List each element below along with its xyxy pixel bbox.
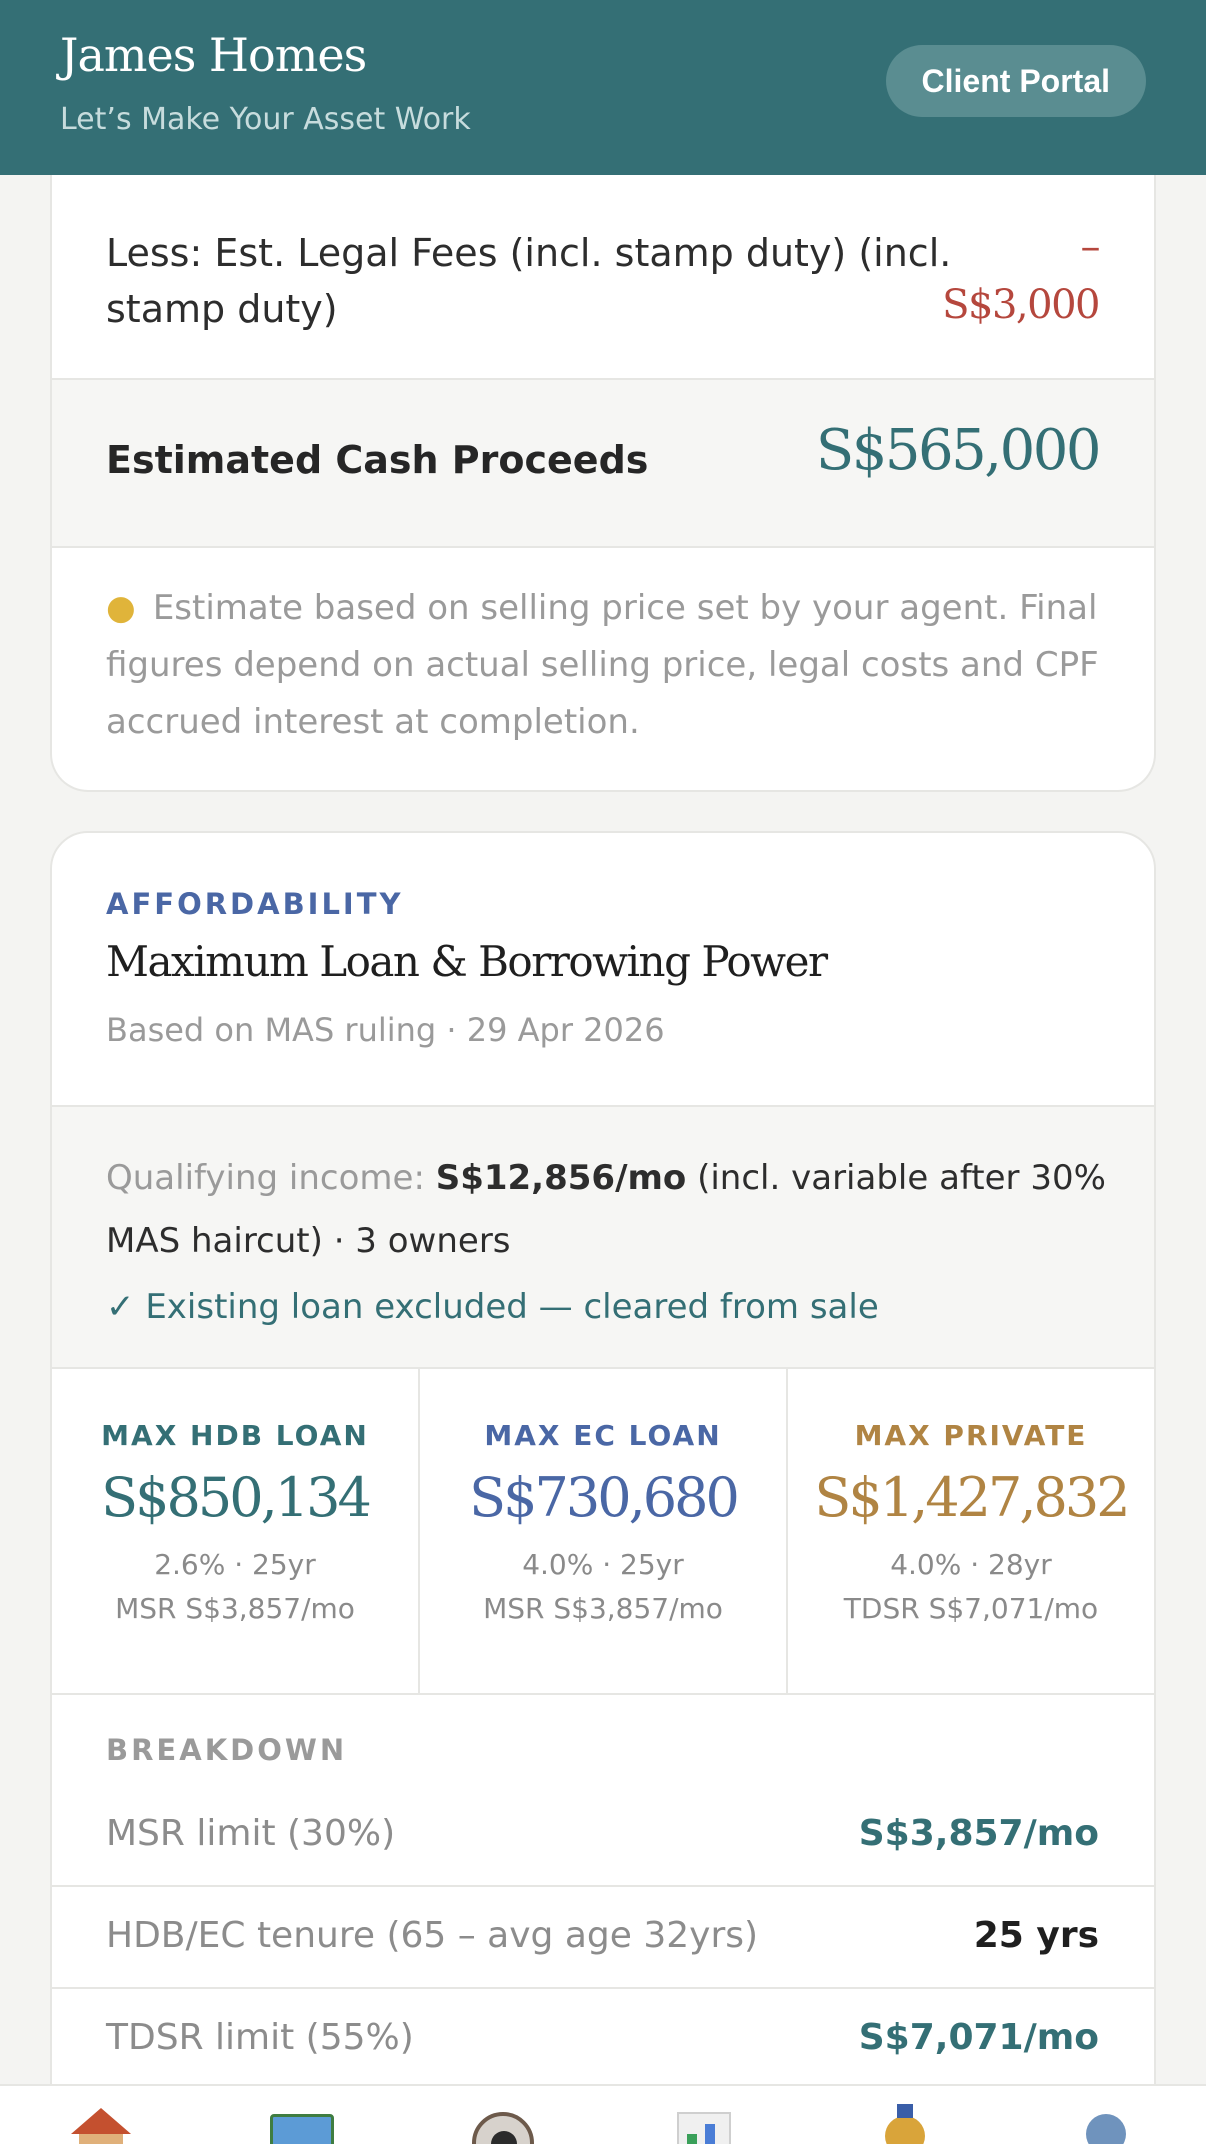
client-portal-button[interactable]: Client Portal <box>886 45 1146 117</box>
loan-rate: 4.0% · 25yr <box>522 1548 684 1581</box>
breakdown-label: TDSR limit (55%) <box>106 2017 414 2058</box>
nav-watch[interactable] <box>402 2086 603 2144</box>
income-value: S$12,856/mo <box>435 1158 687 1198</box>
breakdown-value: 25 yrs <box>973 1915 1099 1956</box>
nav-home[interactable] <box>0 2086 201 2144</box>
breakdown-row-tenure <box>52 1887 1154 1989</box>
cash-proceeds-card <box>50 130 1156 792</box>
breakdown-label: HDB/EC tenure (65 – avg age 32yrs) <box>106 1915 759 1956</box>
cash-proceeds-value: S$565,000 <box>815 418 1099 483</box>
cash-proceeds-row <box>52 380 1154 548</box>
nav-charts[interactable] <box>603 2086 804 2144</box>
loan-limit: MSR S$3,857/mo <box>115 1592 355 1625</box>
income-details: (incl. variable after 30% MAS haircut) · 3 owners <box>106 1158 1106 1261</box>
qualifying-income-box <box>52 1105 1154 1369</box>
map-icon <box>270 2114 334 2144</box>
loan-label: MAX PRIVATE <box>854 1419 1088 1452</box>
affordability-card <box>50 831 1156 2131</box>
max-loans-grid <box>52 1369 1154 1695</box>
loan-meta <box>788 1543 1154 1631</box>
house-icon <box>71 2108 131 2134</box>
app-header <box>0 0 1206 175</box>
breakdown-value: S$7,071/mo <box>858 2017 1099 2058</box>
affordability-title: Maximum Loan & Borrowing Power <box>106 937 827 986</box>
breakdown-heading: BREAKDOWN <box>106 1733 348 1767</box>
loan-limit: MSR S$3,857/mo <box>483 1592 723 1625</box>
affordability-eyebrow: AFFORDABILITY <box>106 887 404 921</box>
legal-fees-sign: – <box>1080 224 1099 270</box>
check-icon: ✓ <box>106 1287 135 1327</box>
legal-fees-value <box>942 218 1099 334</box>
loan-rate: 2.6% · 25yr <box>154 1548 316 1581</box>
loan-value: S$1,427,832 <box>814 1466 1128 1529</box>
estimate-note <box>106 580 1106 751</box>
existing-loan-text: Existing loan excluded — cleared from sale <box>145 1287 879 1327</box>
loan-meta <box>420 1543 786 1631</box>
chart-icon <box>677 2112 731 2144</box>
loan-rate: 4.0% · 28yr <box>890 1548 1052 1581</box>
nav-rewards[interactable] <box>804 2086 1005 2144</box>
loan-meta <box>52 1543 418 1631</box>
legal-fees-label: Less: Est. Legal Fees (incl. stamp duty) (incl. stamp duty) <box>106 231 952 331</box>
bottom-nav <box>0 2084 1206 2144</box>
brand-title: James Homes <box>60 28 367 82</box>
estimate-note-text: Estimate based on selling price set by your agent. Final figures depend on actual selling price, legal costs and CPF accrued interest at completion. <box>106 588 1099 742</box>
loan-hdb <box>52 1369 420 1693</box>
loan-value: S$730,680 <box>469 1466 737 1529</box>
loan-label: MAX EC LOAN <box>484 1419 722 1452</box>
person-icon <box>1086 2114 1126 2144</box>
cash-proceeds-label: Estimated Cash Proceeds <box>106 438 649 482</box>
brand-tagline: Let’s Make Your Asset Work <box>60 102 471 137</box>
eye-icon <box>472 2112 534 2144</box>
nav-map[interactable] <box>201 2086 402 2144</box>
affordability-subtitle: Based on MAS ruling · 29 Apr 2026 <box>106 1011 665 1049</box>
lightbulb-icon: ● <box>106 588 136 628</box>
loan-label: MAX HDB LOAN <box>101 1419 369 1452</box>
breakdown-row-tdsr <box>52 1989 1154 2091</box>
qualifying-income-text <box>106 1147 1106 1273</box>
existing-loan-note <box>106 1287 879 1327</box>
loan-private <box>788 1369 1154 1693</box>
loan-ec <box>420 1369 788 1693</box>
legal-fees-amount: S$3,000 <box>942 282 1099 328</box>
loan-value: S$850,134 <box>101 1466 369 1529</box>
medal-icon <box>885 2116 925 2144</box>
breakdown-label: MSR limit (30%) <box>106 1813 396 1854</box>
nav-profile[interactable] <box>1005 2086 1206 2144</box>
loan-limit: TDSR S$7,071/mo <box>843 1592 1099 1625</box>
breakdown-value: S$3,857/mo <box>858 1813 1099 1854</box>
income-label: Qualifying income: <box>106 1158 425 1198</box>
breakdown-row-msr <box>52 1785 1154 1887</box>
